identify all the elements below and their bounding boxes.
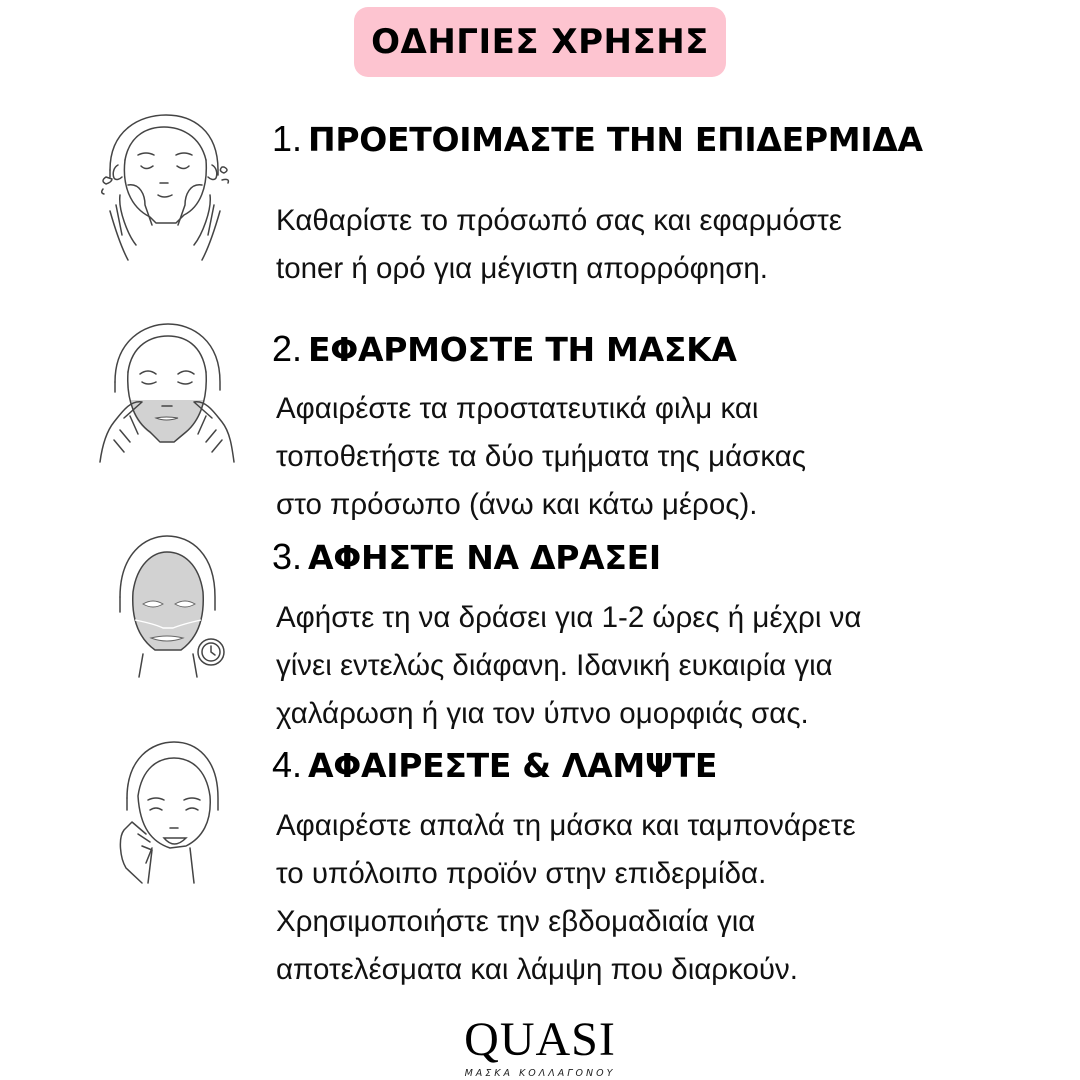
face-applying-mask-illustration-icon [100, 322, 235, 467]
step-number: 3. [272, 536, 303, 577]
step-title: ΠΡΟΕΤΟΙΜΑΣΤΕ ΤΗΝ ΕΠΙΔΕΡΜΙΔΑ [308, 120, 923, 159]
step-heading [272, 536, 661, 578]
step-title: ΑΦΗΣΤΕ ΝΑ ΔΡΑΣΕΙ [308, 538, 661, 577]
step-number: 4. [272, 744, 303, 785]
description-line: Αφαιρέστε απαλά τη μάσκα και ταμπονάρετε [276, 809, 856, 842]
brand-logo [440, 1013, 640, 1079]
step-heading [272, 328, 737, 370]
brand-tagline: ΜΑΣΚΑ ΚΟΛΛΑΓΟΝΟΥ [464, 1068, 616, 1079]
step-description [276, 197, 842, 293]
description-line: στο πρόσωπο (άνω και κάτω μέρος). [276, 488, 758, 521]
description-line: Αφήστε τη να δράσει για 1-2 ώρες ή μέχρι να [276, 601, 862, 634]
step-heading [272, 118, 923, 160]
description-line: Χρησιμοποιήστε την εβδομαδιαία για [276, 905, 756, 938]
description-line: toner ή ορό για μέγιστη απορρόφηση. [276, 252, 769, 285]
step-heading [272, 744, 717, 786]
step-number: 2. [272, 328, 303, 369]
description-line: γίνει εντελώς διάφανη. Ιδανική ευκαιρία για [276, 649, 833, 682]
description-line: χαλάρωση ή για τον ύπνο ομορφιάς σας. [276, 697, 809, 730]
step-description [276, 594, 861, 738]
description-line: αποτελέσματα και λάμψη που διαρκούν. [276, 953, 798, 986]
description-line: Καθαρίστε το πρόσωπό σας και εφαρμόστε [276, 204, 842, 237]
step-description [276, 802, 856, 994]
step-title: ΑΦΑΙΡΕΣΤΕ & ΛΑΜΨΤΕ [308, 746, 718, 785]
brand-name: QUASI [464, 1013, 616, 1066]
face-washing-illustration-icon [100, 115, 230, 265]
page-title: ΟΔΗΓΙΕΣ ΧΡΗΣΗΣ [371, 22, 709, 62]
title-badge [354, 7, 726, 77]
step-title: ΕΦΑΡΜΟΣΤΕ ΤΗ ΜΑΣΚΑ [308, 330, 737, 369]
face-with-mask-clock-illustration-icon [115, 532, 230, 677]
smiling-face-patting-illustration-icon [112, 738, 222, 883]
step-description [276, 385, 806, 529]
description-line: το υπόλοιπο προϊόν στην επιδερμίδα. [276, 857, 767, 890]
description-line: τοποθετήστε τα δύο τμήματα της μάσκας [276, 440, 807, 473]
description-line: Αφαιρέστε τα προστατευτικά φιλμ και [276, 392, 759, 425]
step-number: 1. [272, 118, 303, 159]
